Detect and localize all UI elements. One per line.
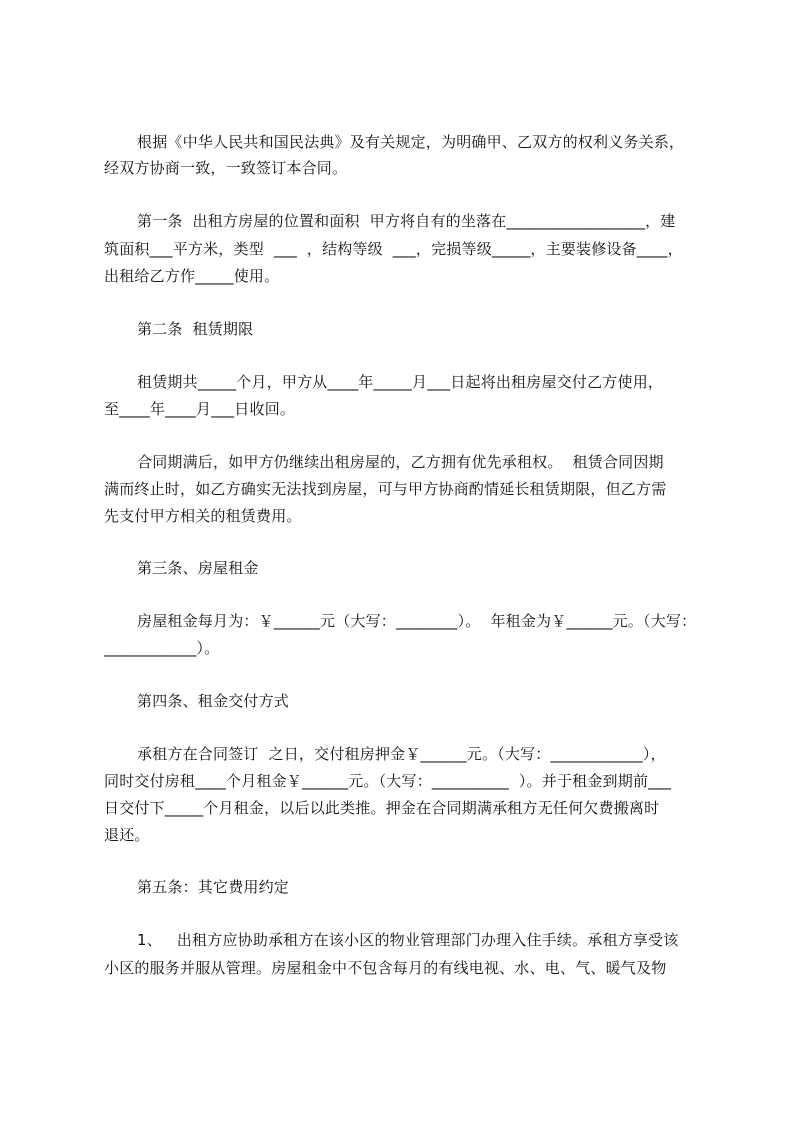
- article4-heading: 第四条、租金交付方式: [137, 692, 290, 710]
- article1-line-1: 第一条 出租方房屋的位置和面积 甲方将自有的坐落在__________________，建: [137, 212, 676, 230]
- article4-line-4: 退还。: [104, 826, 150, 844]
- article2-renewal-line-2: 满而终止时，如乙方确实无法找到房屋，可与甲方协商酌情延长租赁期限，但乙方需: [104, 480, 667, 498]
- article3-line-2: ____________）。: [104, 639, 220, 657]
- article3-line-1: 房屋租金每月为：￥______元（大写：________）。 年租金为￥______元。（大写：: [137, 612, 697, 630]
- article2-heading: 第二条 租赁期限: [137, 320, 254, 338]
- article2-lease-line-2: 至____年____月___日收回。: [104, 400, 296, 418]
- article4-line-1: 承租方在合同签订 之日，交付租房押金￥______元。（大写：____________），: [137, 745, 666, 763]
- article1-line-3: 出租给乙方作_____使用。: [104, 267, 280, 285]
- article4-line-3: 日交付下_____个月租金，以后以此类推。押金在合同期满承租方无任何欠费搬离时: [104, 799, 660, 817]
- article1-line-2: 筑面积___平方米，类型 ___ ，结构等级 ___，完损等级_____，主要装修设备____，: [104, 240, 683, 258]
- preamble-line-1: 根据《中华人民共和国民法典》及有关规定，为明确甲、乙双方的权利义务关系，: [137, 133, 685, 151]
- article5-line-2: 小区的服务并服从管理。房屋租金中不包含每月的有线电视、水、电、气、暖气及物: [104, 959, 667, 977]
- article2-renewal-line-1: 合同期满后，如甲方仍继续出租房屋的，乙方拥有优先承租权。 租赁合同因期: [137, 453, 664, 471]
- article2-lease-line-1: 租赁期共_____个月，甲方从____年_____月___日起将出租房屋交付乙方使用，: [137, 373, 664, 391]
- article4-line-2: 同时交付房租____个月租金￥______元。（大写：__________ ）。并于租金到期前___: [104, 772, 672, 790]
- article2-renewal-line-3: 先支付甲方相关的租赁费用。: [104, 507, 302, 525]
- preamble-line-2: 经双方协商一致，一致签订本合同。: [104, 159, 348, 177]
- article5-line-1: 1、 出租方应协助承租方在该小区的物业管理部门办理入住手续。承租方享受该: [137, 931, 679, 949]
- article3-heading: 第三条、房屋租金: [137, 559, 259, 577]
- article5-heading: 第五条：其它费用约定: [137, 878, 290, 896]
